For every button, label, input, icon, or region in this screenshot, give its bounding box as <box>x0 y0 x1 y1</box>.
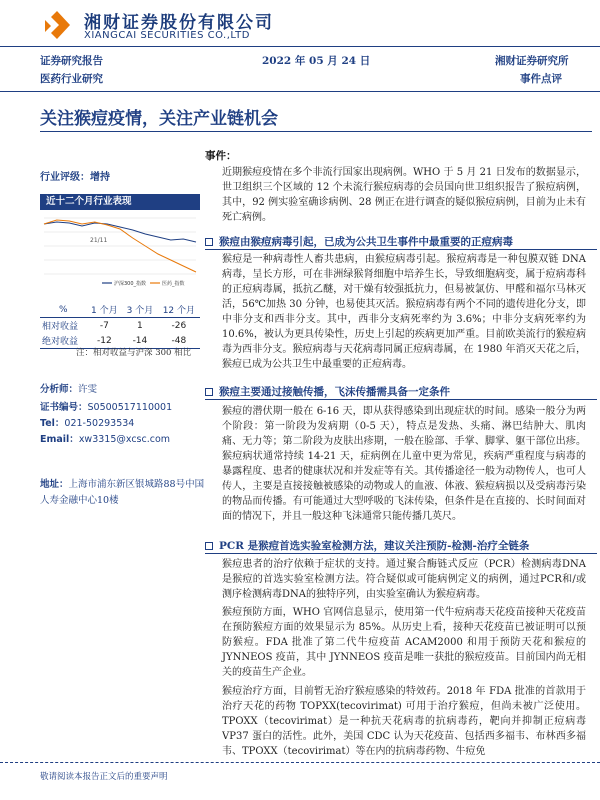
section-3-text-1: 猴痘患者的治疗依赖于症状的支持。通过聚合酶链式反应（PCR）检测病毒DNA 是猴痘的首选实验室检测方法。符合疑似或可能病例定义的病例，通过PCR和/或测序检测病毒DNA的独特序列，由实验室确认为猴痘病毒。 <box>222 559 586 600</box>
institute-name: 湘财证券研究所 <box>495 55 569 67</box>
xiangcai-logo-icon <box>40 8 74 42</box>
chart-legend <box>102 280 185 287</box>
table-cell: -48 <box>158 333 200 349</box>
email-label: Email： <box>40 434 79 445</box>
telephone <box>40 415 134 429</box>
footer-divider <box>0 762 600 763</box>
tel-value: 021-50293534 <box>64 418 135 429</box>
table-row-label: 相对收益 <box>42 322 79 332</box>
section-1-heading <box>205 234 513 249</box>
table-header-cell: 1 个月 <box>87 302 123 318</box>
section-3-text-2: 猴痘预防方面，WHO 官网信息显示，使用第一代牛痘病毒天花疫苗接种天花疫苗在预防猴痘方面的效果显示为 85%。从历史上看，接种天花疫苗已被证明可以预防猴痘。FDA 批准了第二代牛痘疫苗 ACAM2000 和用于预防天花和猴痘的 JYNNEOS 疫苗，其中 JYNNEOS 疫苗是唯一获批的猴痘疫苗。目前国内尚无相关的疫苗生产企业。 <box>222 607 586 678</box>
checkbox-bullet-icon <box>205 542 213 550</box>
report-date: 2022 年 05 月 24 日 <box>262 55 371 67</box>
report-category: 事件点评 <box>520 73 562 85</box>
title-divider <box>40 131 592 132</box>
section-2-heading <box>205 384 450 399</box>
section-3-text-3: 猴痘治疗方面，目前暂无治疗猴痘感染的特效药。2018 年 FDA 批准的首款用于治疗天花的药物 TOPXX(tecovirimat) 可用于治疗猴痘，但尚未被广泛使用。TPOXX（tecovirimat）是一种抗天花病毒的抗病毒药，靶向并抑制正痘病毒 VP37 蛋白的活性。此外，美国 CDC 认为天花疫苗、包括西多福韦、布林西多福韦、TPOXX（tecovirimat）等在内的抗病毒药物、牛痘免 <box>222 686 586 756</box>
table-note: 注：相对收益与沪深 300 相比 <box>76 348 192 358</box>
analyst-name: 许雯 <box>78 384 98 395</box>
table-header-cell: % <box>40 302 87 318</box>
analyst <box>40 381 97 395</box>
table-cell: -12 <box>87 333 123 349</box>
address <box>40 477 210 509</box>
table-cell: 1 <box>137 320 143 331</box>
event-paragraph <box>222 165 586 225</box>
chart-grid <box>44 218 196 274</box>
performance-chart <box>40 212 200 294</box>
section-1-title: 猴痘由猴痘病毒引起，已成为公共卫生事件中最重要的正痘病毒 <box>219 236 513 248</box>
rating-label: 行业评级： <box>40 172 90 183</box>
company-name-cn: 湘财证券股份有限公司 <box>84 13 274 33</box>
table-header-row <box>40 302 200 318</box>
report-type: 证券研究报告 <box>40 55 103 67</box>
tel-label: Tel： <box>40 418 65 429</box>
section-3-heading <box>205 538 529 553</box>
cert-label: 证书编号： <box>40 402 88 413</box>
email <box>40 431 170 445</box>
section-3-paragraph-3 <box>222 684 586 756</box>
table-cell: -14 <box>122 333 158 349</box>
industry-label: 医药行业研究 <box>40 73 103 85</box>
chart-x-tick-label: 21/11 <box>90 237 108 244</box>
address-label: 地址： <box>40 479 69 490</box>
address-value: 上海市浦东新区银城路88号中国人寿金融中心10楼 <box>40 479 205 506</box>
section-2-paragraph <box>222 404 586 524</box>
section-3-paragraph-2 <box>222 605 586 680</box>
cert-number <box>40 399 172 413</box>
table-header-cell: 12 个月 <box>158 302 200 318</box>
table-header-cell: 3 个月 <box>122 302 158 318</box>
section-3-paragraph-1 <box>222 557 586 602</box>
rating-value: 增持 <box>90 172 110 183</box>
performance-title: 近十二个月行业表现 <box>40 194 200 210</box>
section-1-divider <box>205 249 597 250</box>
event-text: 近期猴痘疫情在多个非流行国家出现病例。WHO 于 5 月 21 日发布的数据显示，世卫组织三个区域的 12 个未流行猴痘病毒的会员国向世卫组织报告了猴痘病例，其中，92 例实验室确诊病例、28 例正在进行调查的疑似猴痘病例，目前为止未有死亡病例。 <box>222 167 586 223</box>
table-row <box>40 318 200 334</box>
header-divider <box>0 46 600 47</box>
legend-item-pharma: 医药_指数 <box>162 281 185 287</box>
legend-item-hs300: 沪深300_指数 <box>114 281 147 287</box>
section-1-text: 猴痘是一种病毒性人畜共患病，由猴痘病毒引起。猴痘病毒是一种包膜双链 DNA 病毒，呈长方形，可在非洲绿猴肾细胞中培养生长，导致细胞病变，属于痘病毒科的正痘病毒属，抵抗乙醚，对干燥有较强抵抗力，但易被氯仿、甲醛和福尔马林灭活，56℃加热 30 分钟，也易使其灭活。猴痘病毒有两个不同的遗传进化分支，即中非分支和西非分支。其中，西非分支病死率约为 3.6%；中非分支病死率约为 10.6%，被认为更具传染性，历史上引起的疾病更加严重。目前欧美流行的猴痘病毒为西非分支。猴痘病毒与天花病毒同属正痘病毒属，在 1980 年消灭天花之后，猴痘已成为公共卫生中最重要的正痘病毒。 <box>222 254 586 370</box>
company-name-en: XIANGCAI SECURITIES CO.,LTD <box>84 30 250 41</box>
section-1-paragraph <box>222 252 586 372</box>
section-2-title: 猴痘主要通过接触传播，飞沫传播需具备一定条件 <box>219 386 450 398</box>
event-heading: 事件： <box>205 150 237 162</box>
cert-value: S0500517110001 <box>87 402 173 413</box>
header-divider-2 <box>0 91 600 92</box>
section-3-divider <box>205 553 597 554</box>
checkbox-bullet-icon <box>205 388 213 396</box>
table-cell: -26 <box>171 320 187 331</box>
page-title: 关注猴痘疫情，关注产业链机会 <box>40 109 278 129</box>
section-2-divider <box>205 399 597 400</box>
section-2-text: 猴痘的潜伏期一般在 6-16 天，即从获得感染到出现症状的时间。感染一般分为两个阶段：第一阶段为发病期（0-5 天），特点是发热、头痛、淋巴结肿大、肌肉痛、无力等；第二阶段为皮肤出疹期，一般在脸部、手掌、脚掌、躯干部位出疹。猴痘病状通常持续 14-21 天，症病例在儿童中更为常见，疾病严重程度与病毒的暴露程度、患者的健康状况和并发症等有关。其传播途径一般为动物传人，也可人传人，主要是直接接触被感染的动物或人的血液、体液、猴痘病损以及受病毒污染的物品而传播。有可能通过大型呼吸的飞沫传染，但条件是在直接的、长时间面对面的情况下，并且一般这种飞沫通常只能传播几英尺。 <box>222 406 586 522</box>
section-3-title: PCR 是猴痘首选实验室检测方法，建议关注预防-检测-治疗全链条 <box>219 540 530 552</box>
performance-table <box>40 302 200 349</box>
footer-disclaimer: 敬请阅读本报告正文后的重要声明 <box>40 772 168 782</box>
email-value[interactable]: xw3315@xcsc.com <box>78 434 171 445</box>
table-cell: -7 <box>99 320 109 331</box>
industry-rating <box>40 168 110 183</box>
table-row-label: 绝对收益 <box>40 333 87 349</box>
analyst-label: 分析师： <box>40 384 79 395</box>
checkbox-bullet-icon <box>205 238 213 246</box>
